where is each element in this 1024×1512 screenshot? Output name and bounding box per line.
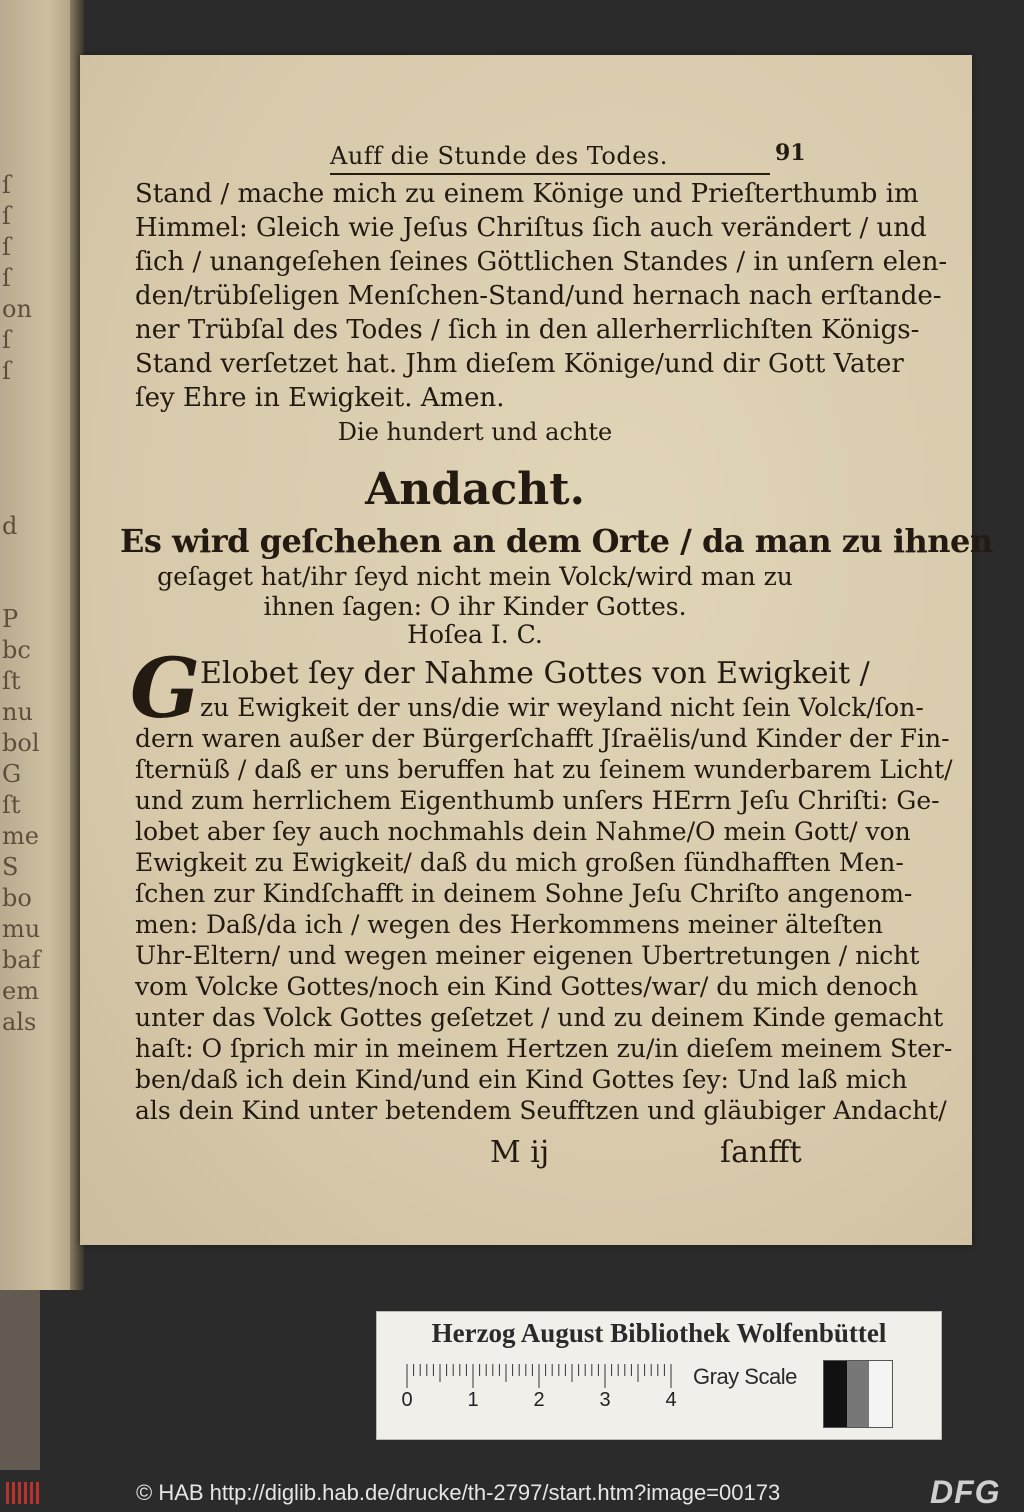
- left-facing-page: [0, 0, 80, 1290]
- hab-logo-icon: [4, 1478, 44, 1506]
- text-line: vom Volcke Gottes/noch ein Kind Gottes/war/ du mich denoch: [135, 972, 919, 1001]
- ruler-number: 4: [665, 1389, 677, 1411]
- text-line: zu Ewigkeit der uns/die wir weyland nicht ſein Volck/ſon-: [200, 693, 924, 722]
- signature-mark: M ij: [490, 1135, 550, 1170]
- text-line: lobet aber ſey auch nochmahls dein Nahme/O mein Gott/ von: [135, 817, 911, 846]
- text-line: ner Trübſal des Todes / ſich in den allerherrlichſten Königs-: [135, 315, 920, 345]
- first-body-line: Elobet ſey der Nahme Gottes von Ewigkeit /: [200, 656, 870, 691]
- text-line: als dein Kind unter betendem Seufftzen und gläubiger Andacht/: [135, 1096, 947, 1125]
- catchword: ſanfft: [720, 1135, 802, 1170]
- drop-capital: G: [130, 641, 201, 737]
- text-line: dern waren außer der Bürgerſchafft Jſraëlis/und Kinder der Fin-: [135, 724, 950, 753]
- text-line: Stand verſetzet hat. Jhm dieſem Könige/und dir Gott Vater: [135, 349, 904, 379]
- gray-patch-light: [869, 1361, 892, 1427]
- gray-patch-dark: [824, 1361, 847, 1427]
- text-line: Himmel: Gleich wie Jeſus Chriſtus ſich auch verändert / und: [135, 213, 927, 243]
- gray-scale-label: Gray Scale: [693, 1364, 797, 1389]
- text-line: ben/daß ich dein Kind/und ein Kind Gottes ſey: Und laß mich: [135, 1065, 908, 1094]
- text-line: ſich / unangeſehen ſeines Göttlichen Standes / in unſern elen-: [135, 247, 948, 277]
- ruler-number: 3: [599, 1389, 611, 1411]
- bible-reference: Hoſea I. C.: [407, 620, 543, 649]
- text-line: unter das Volck Gottes geſetzet / und zu deinem Kinde gemacht: [135, 1003, 944, 1032]
- running-head: Auff die Stunde des Todes.: [330, 142, 770, 175]
- scale-card: [376, 1311, 942, 1440]
- text-line: den/trübſeligen Menſchen-Stand/und hernach nach erſtande-: [135, 281, 942, 311]
- text-line: Stand / mache mich zu einem Könige und Prieſterthumb im: [135, 179, 919, 209]
- text-line: Uhr-Eltern/ und wegen meiner eigenen Ubertretungen / nicht: [135, 941, 920, 970]
- heading-title: Andacht.: [365, 464, 585, 515]
- page-number: 91: [775, 140, 806, 166]
- footer-copyright-url[interactable]: © HAB http://diglib.hab.de/drucke/th-2797/start.htm?image=00173: [136, 1480, 781, 1505]
- left-page-edge-text: ſ ſ ſ ſ on ſ ſ d P bc ſt nu bol G ſt me S bo mu baf em als: [2, 171, 41, 1036]
- heading-ordinal: Die hundert und achte: [337, 418, 613, 446]
- gray-scale-patches: [823, 1360, 893, 1428]
- text-line: und zum herrlichem Eigenthumb unſers HErrn Jeſu Chriſti: Ge-: [135, 786, 940, 815]
- text-line: ſternüß / daß er uns beruffen hat zu ſeinem wunderbarem Licht/: [135, 755, 953, 784]
- text-line: men: Daß/da ich / wegen des Herkommens meiner älteſten: [135, 910, 883, 939]
- ruler-number: 2: [533, 1389, 545, 1411]
- ruler-number: 0: [401, 1389, 413, 1411]
- text-line: ſchen zur Kindſchafft in deinem Sohne Jeſu Chriſto angenom-: [135, 879, 913, 908]
- motto-line: geſaget hat/ihr ſeyd nicht mein Volck/wird man zu: [157, 562, 793, 591]
- scale-card-title: Herzog August Bibliothek Wolfenbüttel: [431, 1318, 887, 1348]
- motto-line: Es wird geſchehen an dem Orte / da man zu ihnen: [120, 522, 993, 560]
- ruler-scale: [401, 1362, 685, 1411]
- text-line: Ewigkeit zu Ewigkeit/ daß du mich großen ſündhafften Men-: [135, 848, 904, 877]
- ruler-number: 1: [467, 1389, 479, 1411]
- bookmark-strip: [0, 1290, 40, 1470]
- text-line: haſt: O ſprich mir in meinem Hertzen zu/in dieſem meinem Ster-: [135, 1034, 953, 1063]
- gray-patch-mid: [847, 1361, 870, 1427]
- dfg-logo: DFG: [930, 1474, 1001, 1510]
- motto-line: ihnen ſagen: O ihr Kinder Gottes.: [263, 592, 687, 621]
- text-line: ſey Ehre in Ewigkeit. Amen.: [135, 383, 505, 413]
